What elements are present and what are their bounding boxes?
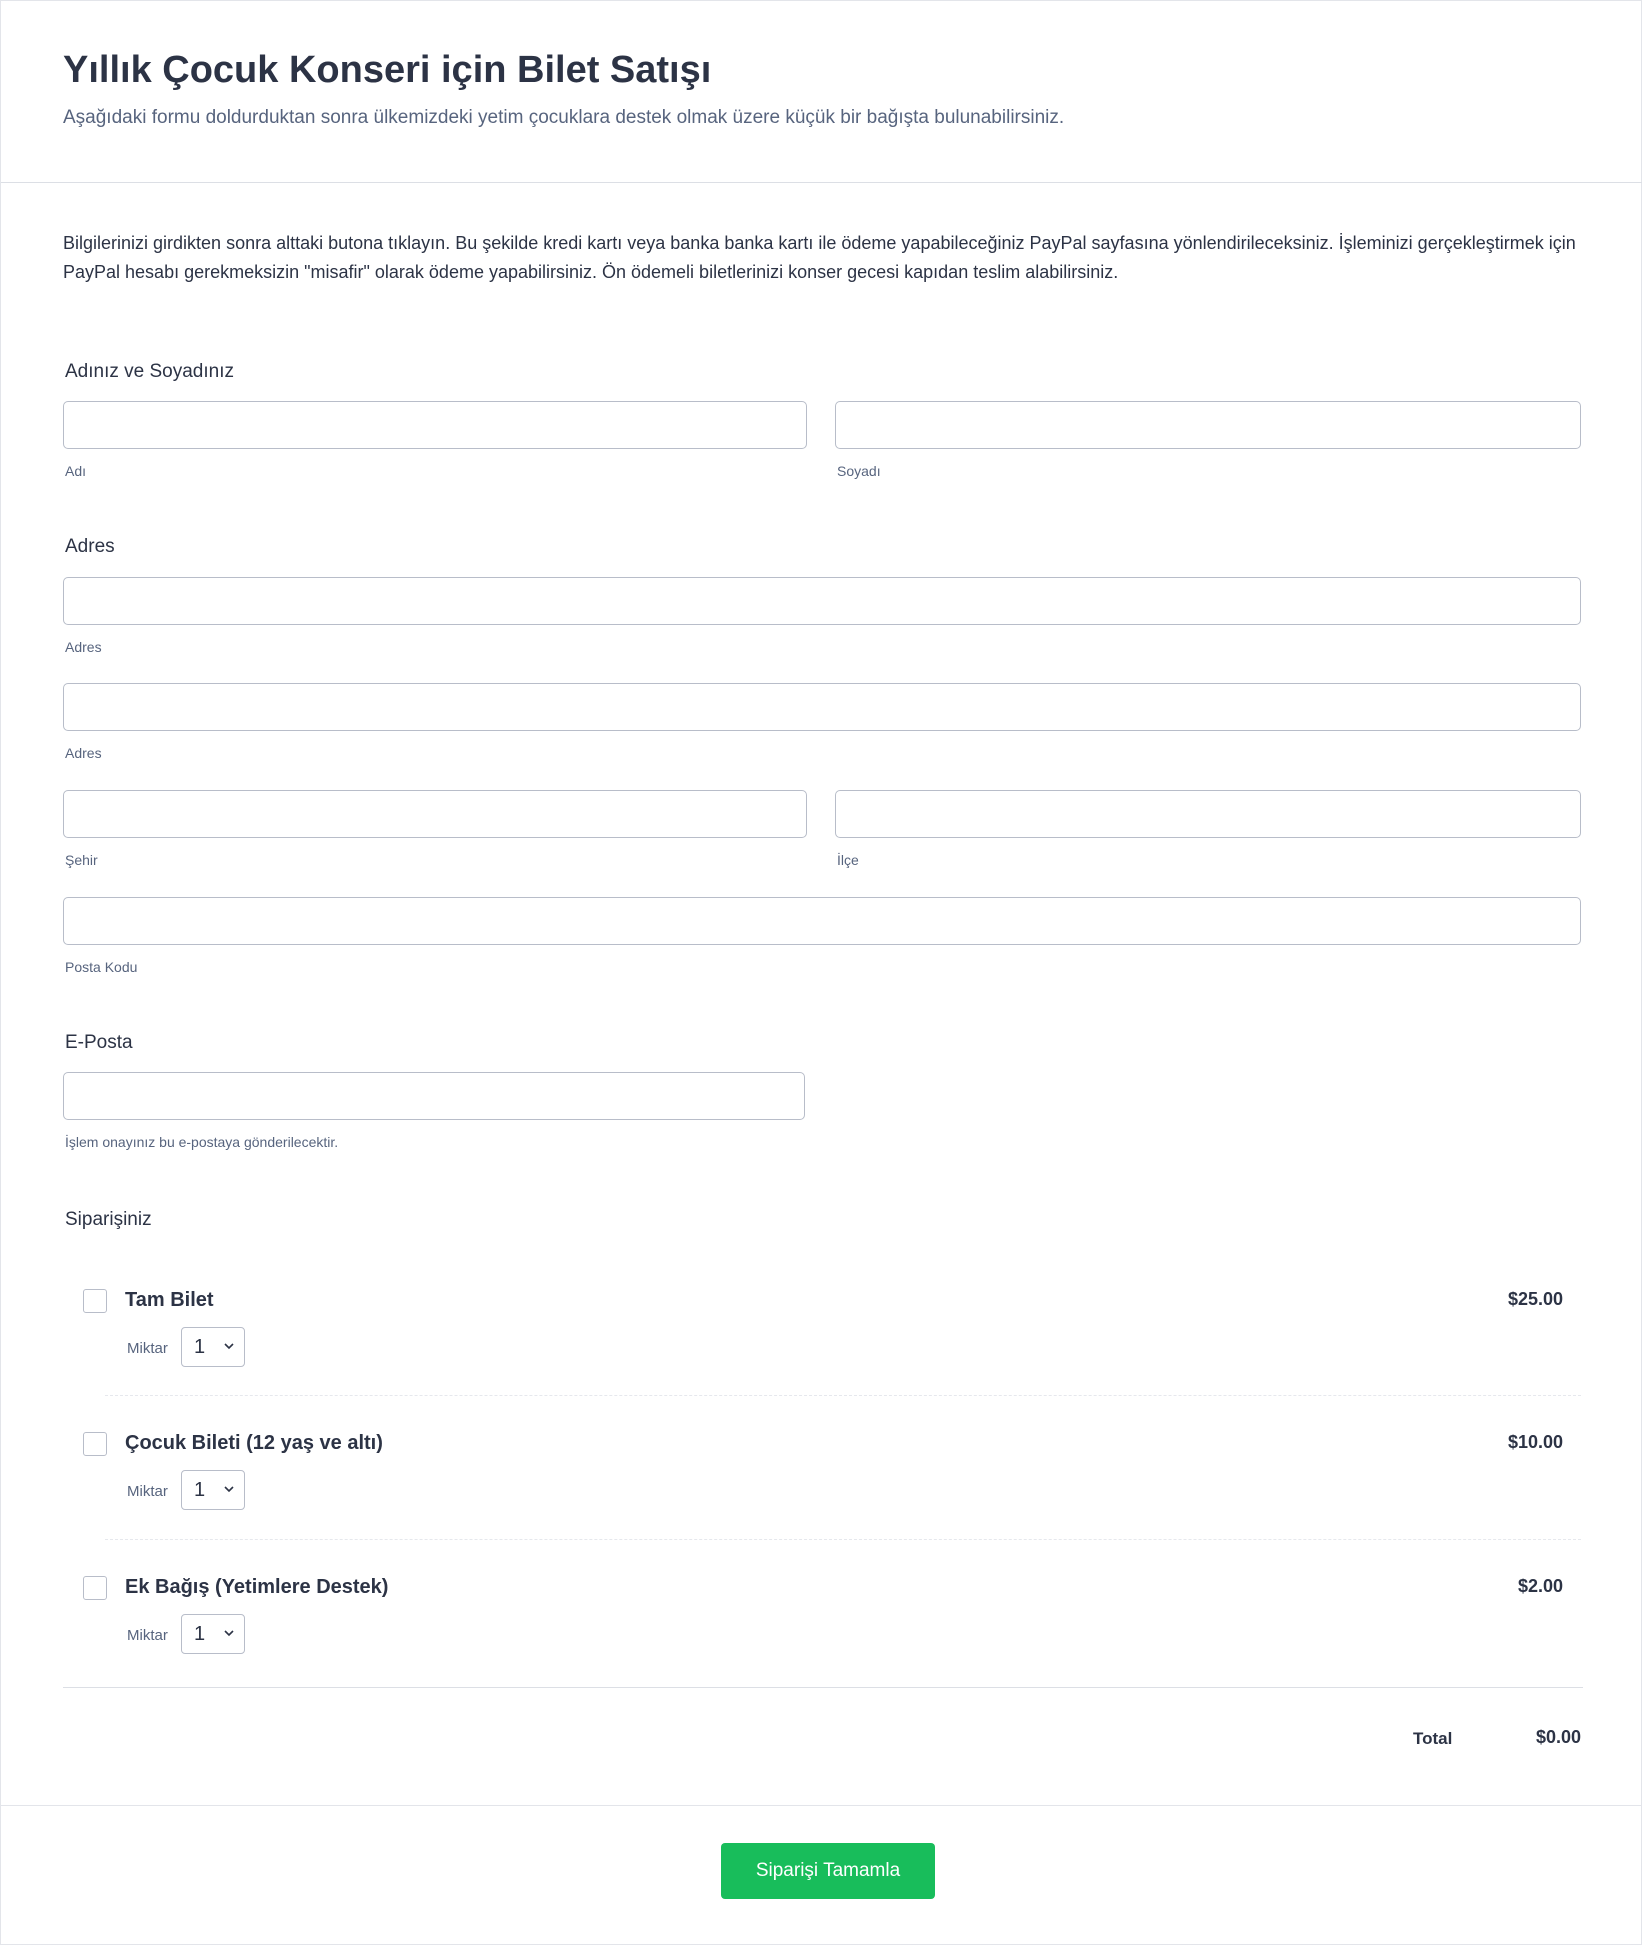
form-header xyxy=(1,1,1642,183)
postal-code-input[interactable] xyxy=(63,897,1581,945)
checkbox-icon[interactable] xyxy=(83,1576,107,1600)
total-value: $0.00 xyxy=(1535,1727,1581,1747)
quantity-select[interactable] xyxy=(181,1614,245,1654)
city-input[interactable] xyxy=(63,790,807,838)
checkbox-icon[interactable] xyxy=(83,1432,107,1456)
email-sublabel: İşlem onayınız bu e-postaya gönderilecektir. xyxy=(65,1134,339,1150)
last-name-input[interactable] xyxy=(835,401,1581,449)
first-name-sublabel: Adı xyxy=(65,463,87,479)
quantity-select[interactable] xyxy=(181,1327,245,1367)
quantity-value: 1 xyxy=(194,1623,206,1645)
quantity-label: Miktar xyxy=(127,1340,168,1357)
district-sublabel: İlçe xyxy=(837,852,859,868)
address-label: Adres xyxy=(65,536,115,557)
total-label: Total xyxy=(1413,1729,1453,1748)
quantity-value: 1 xyxy=(194,1479,206,1501)
chevron-down-icon xyxy=(223,1340,235,1352)
product-price: $25.00 xyxy=(1507,1289,1563,1309)
product-price: $10.00 xyxy=(1507,1432,1563,1452)
quantity-select[interactable] xyxy=(181,1470,245,1510)
quantity-value: 1 xyxy=(194,1336,206,1358)
email-input[interactable] xyxy=(63,1072,805,1120)
address-line2-sublabel: Adres xyxy=(65,745,102,761)
product-item xyxy=(63,1281,1583,1401)
chevron-down-icon xyxy=(223,1627,235,1639)
postal-code-sublabel: Posta Kodu xyxy=(65,959,138,975)
email-label: E-Posta xyxy=(65,1032,133,1053)
district-input[interactable] xyxy=(835,790,1581,838)
page-subtitle: Aşağıdaki formu doldurduktan sonra ülkemizdeki yetim çocuklara destek olmak üzere küçük bir bağışta bulunabilirsiniz. xyxy=(63,107,1065,128)
chevron-down-icon xyxy=(223,1483,235,1495)
product-divider xyxy=(105,1395,1581,1396)
first-name-input[interactable] xyxy=(63,401,807,449)
product-divider xyxy=(105,1539,1581,1540)
product-name: Ek Bağış (Yetimlere Destek) xyxy=(125,1576,389,1598)
last-name-sublabel: Soyadı xyxy=(837,463,881,479)
quantity-label: Miktar xyxy=(127,1483,168,1500)
address-line1-input[interactable] xyxy=(63,577,1581,625)
address-line1-sublabel: Adres xyxy=(65,639,102,655)
order-divider xyxy=(63,1687,1583,1688)
intro-text: Bilgilerinizi girdikten sonra alttaki butona tıklayın. Bu şekilde kredi kartı veya banka banka kartı ile ödeme yapabileceğiniz PayPal sayfasına yönlendirileceksiniz. İşleminizi gerçekleştirmek için PayPal hesabı gerekmeksizin "misafir" olarak ödeme yapabilirsiniz. Ön ödemeli biletlerinizi konser gecesi kapıdan teslim alabilirsiniz. xyxy=(63,233,1576,282)
name-label: Adınız ve Soyadınız xyxy=(65,361,234,382)
city-sublabel: Şehir xyxy=(65,852,98,868)
submit-button[interactable]: Siparişi Tamamla xyxy=(721,1843,935,1899)
product-name: Tam Bilet xyxy=(125,1289,214,1311)
product-item xyxy=(63,1424,1583,1544)
product-price: $2.00 xyxy=(1517,1576,1563,1596)
quantity-label: Miktar xyxy=(127,1627,168,1644)
checkbox-icon[interactable] xyxy=(83,1289,107,1313)
order-label: Siparişiniz xyxy=(65,1209,152,1230)
address-line2-input[interactable] xyxy=(63,683,1581,731)
product-name: Çocuk Bileti (12 yaş ve altı) xyxy=(125,1432,383,1454)
product-item xyxy=(63,1568,1583,1688)
page-title: Yıllık Çocuk Konseri için Bilet Satışı xyxy=(63,49,712,91)
